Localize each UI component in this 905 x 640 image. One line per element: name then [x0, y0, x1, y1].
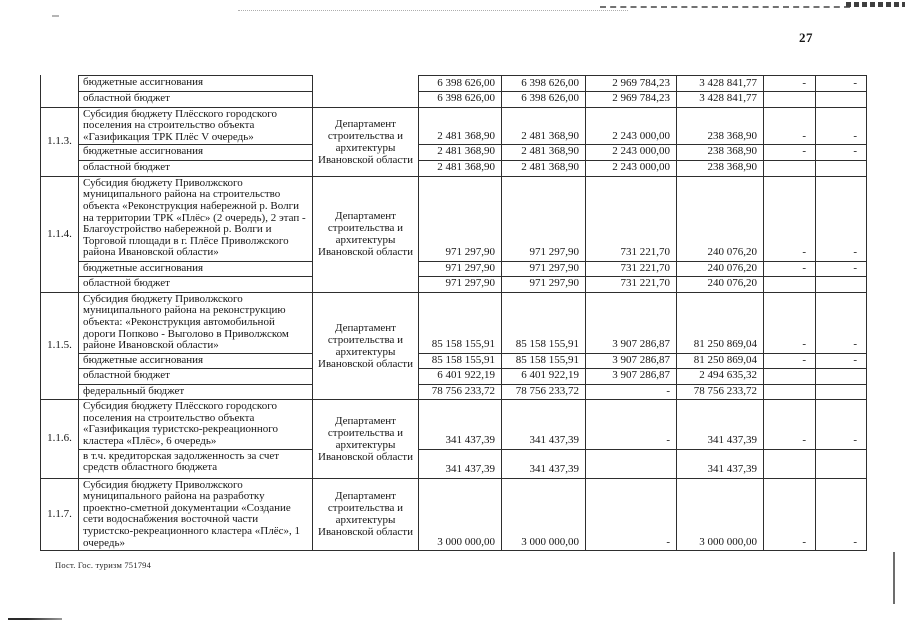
value-cell: 6 401 922,19 [502, 369, 586, 385]
value-cell: 3 000 000,00 [677, 478, 764, 551]
value-cell: 3 907 286,87 [586, 353, 677, 369]
value-cell: 240 076,20 [677, 176, 764, 261]
value-cell: 238 368,90 [677, 107, 764, 145]
budget-line-label-cell: бюджетные ассигнования [79, 261, 313, 277]
value-cell: 971 297,90 [419, 261, 502, 277]
row-number-cell [41, 76, 79, 108]
dash-cell: - [764, 261, 816, 277]
value-cell: 2 481 368,90 [419, 160, 502, 176]
value-cell: 85 158 155,91 [502, 353, 586, 369]
value-cell: 341 437,39 [419, 400, 502, 449]
row-number-cell: 1.1.3. [41, 107, 79, 176]
dash-cell: - [816, 400, 867, 449]
value-cell: 85 158 155,91 [502, 292, 586, 353]
row-number-cell: 1.1.6. [41, 400, 79, 478]
value-cell [586, 449, 677, 478]
dash-cell: - [816, 76, 867, 92]
department-cell: Департамент строительства и архитектуры Ивановской области [313, 478, 419, 551]
scan-artifact-top-dash [600, 6, 850, 8]
value-cell: 971 297,90 [419, 176, 502, 261]
value-cell: 240 076,20 [677, 261, 764, 277]
footer-note: Пост. Гос. туризм 751794 [55, 560, 152, 570]
dash-cell: - [764, 292, 816, 353]
value-cell: 971 297,90 [502, 261, 586, 277]
subsidy-title-cell: Субсидия бюджету Приволжского муниципального района на реконструкцию объекта: «Реконструкция автомобильной дороги Попково - Выголово в Приволжском районе Ивановской области» [79, 292, 313, 353]
row-number-cell: 1.1.5. [41, 292, 79, 399]
value-cell: 78 756 233,72 [502, 384, 586, 400]
budget-line-label-cell: областной бюджет [79, 277, 313, 293]
dash-cell: - [816, 176, 867, 261]
table-row [41, 261, 867, 277]
value-cell: 3 428 841,77 [677, 92, 764, 108]
dash-cell: - [764, 76, 816, 92]
value-cell: 78 756 233,72 [677, 384, 764, 400]
value-cell: - [586, 478, 677, 551]
budget-line-label-cell: бюджетные ассигнования [79, 145, 313, 161]
value-cell: 85 158 155,91 [419, 292, 502, 353]
budget-line-label-cell: бюджетные ассигнования [79, 353, 313, 369]
budget-line-label-cell: областной бюджет [79, 92, 313, 108]
budget-line-label-cell: бюджетные ассигнования [79, 76, 313, 92]
value-cell: 2 969 784,23 [586, 76, 677, 92]
value-cell: 2 243 000,00 [586, 107, 677, 145]
dash-cell: - [816, 292, 867, 353]
value-cell: 731 221,70 [586, 277, 677, 293]
table-row [41, 449, 867, 478]
value-cell: 6 398 626,00 [419, 92, 502, 108]
value-cell: 341 437,39 [677, 449, 764, 478]
dash-cell [764, 160, 816, 176]
dash-cell [764, 369, 816, 385]
department-cell: Департамент строительства и архитектуры Ивановской области [313, 400, 419, 478]
value-cell: 2 481 368,90 [502, 145, 586, 161]
dash-cell [816, 369, 867, 385]
dash-cell [764, 277, 816, 293]
dash-cell [764, 92, 816, 108]
dash-cell: - [764, 107, 816, 145]
dash-cell: - [816, 353, 867, 369]
value-cell: 2 481 368,90 [419, 145, 502, 161]
subsidy-title-cell: Субсидия бюджету Приволжского муниципального района на строительство объекта «Реконструкция набережной р. Волги на территории ТРК «Плёс» (2 очередь), 2 этап - Благоустройство набережной р. Волги и Торговой площади в г. Плёсе Приволжского района Ивановской области» [79, 176, 313, 261]
table-row [41, 176, 867, 261]
value-cell: 81 250 869,04 [677, 292, 764, 353]
dash-cell [816, 277, 867, 293]
value-cell: 3 000 000,00 [419, 478, 502, 551]
table-row [41, 107, 867, 145]
table-row [41, 292, 867, 353]
table-row [41, 369, 867, 385]
value-cell: 85 158 155,91 [419, 353, 502, 369]
scan-artifact-speck [52, 15, 59, 17]
value-cell: 341 437,39 [419, 449, 502, 478]
table-row [41, 76, 867, 92]
table-row [41, 353, 867, 369]
value-cell: 81 250 869,04 [677, 353, 764, 369]
value-cell: 238 368,90 [677, 160, 764, 176]
dash-cell: - [764, 353, 816, 369]
table-row [41, 160, 867, 176]
value-cell: 6 398 626,00 [502, 92, 586, 108]
value-cell: 2 243 000,00 [586, 145, 677, 161]
value-cell: 3 907 286,87 [586, 292, 677, 353]
value-cell: 2 481 368,90 [502, 160, 586, 176]
dash-cell [816, 449, 867, 478]
department-cell: Департамент строительства и архитектуры Ивановской области [313, 176, 419, 292]
budget-line-label-cell: в т.ч. кредиторская задолженность за счет средств областного бюджета [79, 449, 313, 478]
scan-artifact-top-dots [238, 10, 628, 11]
value-cell: 2 481 368,90 [419, 107, 502, 145]
dash-cell [816, 384, 867, 400]
dash-cell: - [764, 400, 816, 449]
table-row [41, 478, 867, 551]
value-cell: 240 076,20 [677, 277, 764, 293]
scan-artifact-right-tick [893, 552, 895, 604]
value-cell: 6 398 626,00 [419, 76, 502, 92]
row-number-cell: 1.1.7. [41, 478, 79, 551]
value-cell: 238 368,90 [677, 145, 764, 161]
value-cell: 3 428 841,77 [677, 76, 764, 92]
table-row [41, 277, 867, 293]
subsidy-title-cell: Субсидия бюджету Плёсского городского поселения на строительство объекта «Газификация ТРК Плёс V очередь» [79, 107, 313, 145]
value-cell: 2 481 368,90 [502, 107, 586, 145]
dash-cell: - [764, 145, 816, 161]
value-cell: 3 000 000,00 [502, 478, 586, 551]
value-cell: 78 756 233,72 [419, 384, 502, 400]
value-cell: - [586, 384, 677, 400]
department-cell: Департамент строительства и архитектуры Ивановской области [313, 292, 419, 399]
budget-subsidies-table [40, 75, 867, 551]
department-cell: Департамент строительства и архитектуры Ивановской области [313, 107, 419, 176]
table-row [41, 92, 867, 108]
table-row [41, 384, 867, 400]
value-cell: 2 243 000,00 [586, 160, 677, 176]
value-cell: 971 297,90 [419, 277, 502, 293]
value-cell: 971 297,90 [502, 277, 586, 293]
value-cell: 731 221,70 [586, 261, 677, 277]
subsidy-title-cell: Субсидия бюджету Приволжского муниципального района на разработку проектно-сметной документации «Создание сети водоснабжения восточной части туристско-рекреационного кластера «Плёс», 1 очередь» [79, 478, 313, 551]
value-cell: 731 221,70 [586, 176, 677, 261]
row-number-cell: 1.1.4. [41, 176, 79, 292]
budget-line-label-cell: областной бюджет [79, 160, 313, 176]
value-cell: 341 437,39 [677, 400, 764, 449]
dash-cell [816, 160, 867, 176]
value-cell: 2 494 635,32 [677, 369, 764, 385]
value-cell: 971 297,90 [502, 176, 586, 261]
subsidy-title-cell: Субсидия бюджету Плёсского городского поселения на строительство объекта «Газификация туристско-рекреационного кластера «Плёс», 6 очередь» [79, 400, 313, 449]
table-row [41, 400, 867, 449]
budget-line-label-cell: областной бюджет [79, 369, 313, 385]
value-cell: 3 907 286,87 [586, 369, 677, 385]
value-cell: 341 437,39 [502, 400, 586, 449]
scan-artifact-top-corner [846, 2, 905, 7]
dash-cell [764, 449, 816, 478]
dash-cell: - [816, 478, 867, 551]
table-row [41, 145, 867, 161]
value-cell: 6 401 922,19 [419, 369, 502, 385]
dash-cell: - [816, 145, 867, 161]
value-cell: 6 398 626,00 [502, 76, 586, 92]
value-cell: 2 969 784,23 [586, 92, 677, 108]
scan-artifact-bottom-line [8, 618, 62, 620]
dash-cell: - [816, 107, 867, 145]
budget-line-label-cell: федеральный бюджет [79, 384, 313, 400]
dash-cell: - [764, 176, 816, 261]
dash-cell [764, 384, 816, 400]
dash-cell [816, 92, 867, 108]
value-cell: - [586, 400, 677, 449]
dash-cell: - [764, 478, 816, 551]
value-cell: 341 437,39 [502, 449, 586, 478]
dash-cell: - [816, 261, 867, 277]
page-number: 27 [799, 30, 813, 45]
department-cell [313, 76, 419, 108]
